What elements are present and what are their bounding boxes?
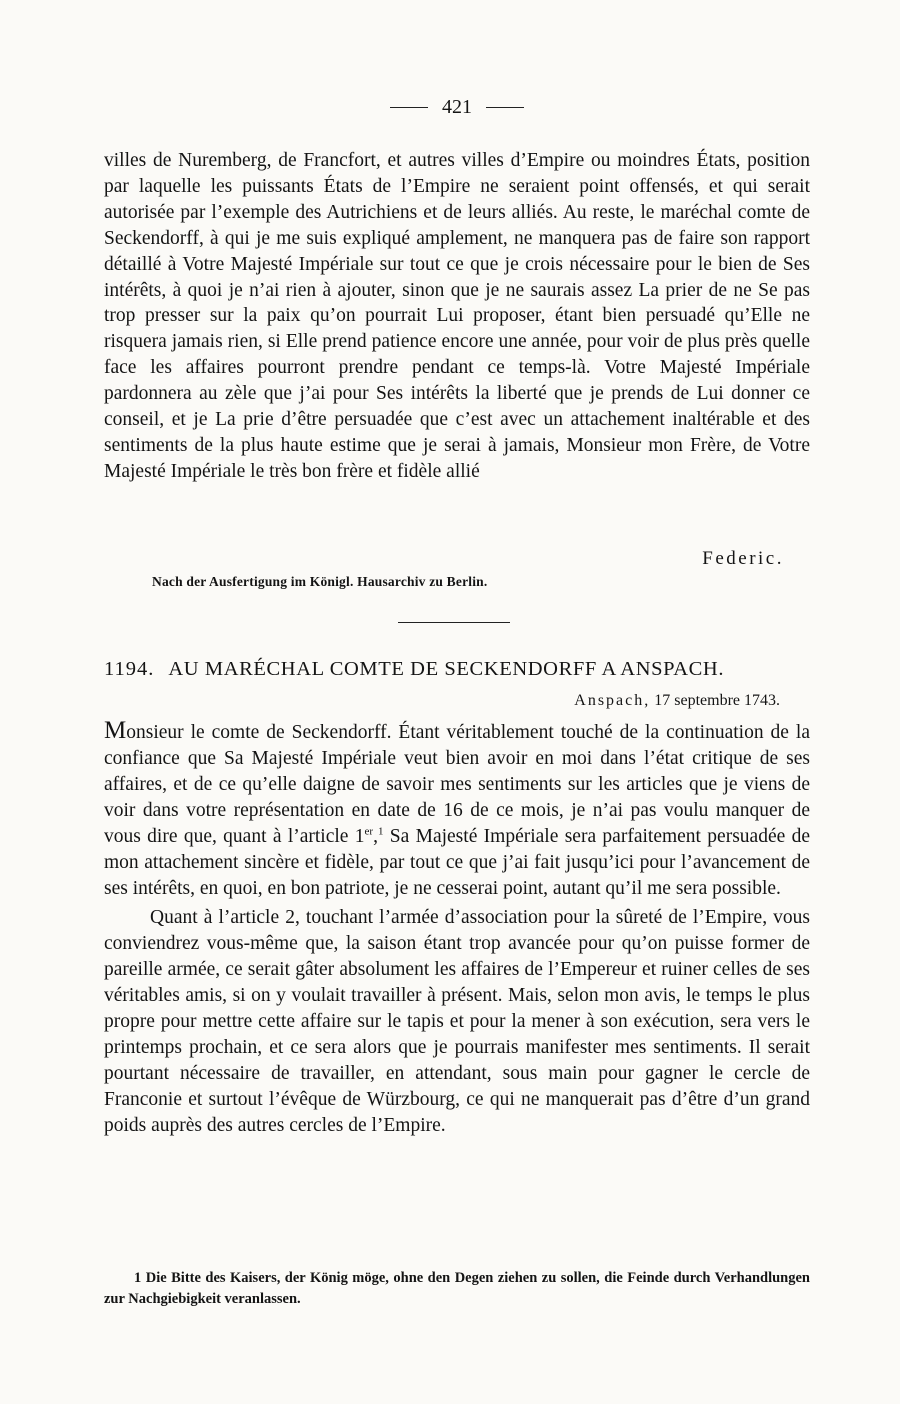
paragraph-1-part-a: onsieur le comte de Seckendorff. Étant véritablement touché de la continuation de la confiance que Sa Majesté Impériale veut bien avoir en moi dans l’état critique de ses affaires, et de ce qu’elle daigne de savoir mes sentiments sur les articles que je viens de voir dans votre représentation en date de 16 de ce mois, je n’ai pas voulu manquer de vous dire que, quant à l’article 1 [104,722,810,847]
continuation-text-block [104,148,810,485]
ordinal-superscript: er [364,825,374,838]
footnote-marker: 1 [134,1270,142,1286]
footnote [104,1268,810,1310]
section-divider [398,622,510,623]
letter-paragraph-2: Quant à l’article 2, touchant l’armée d’association pour la sûreté de l’Empire, vous conviendrez vous-même que, la saison étant trop avancée pour qu’on puisse former de pareille armée, ce serait gâter absolument les affaires de l’Empereur et ruiner celles de ses véritables amis, si on y voulait travailler à présent. Mais, selon mon avis, le temps le plus propre pour mettre cette affaire sur le tapis et pour la mener à son exécution, sera vers le printemps prochain, et ce sera alors que je pourrais manifester mes sentiments. Il serait pourtant nécessaire de travailler, en attendant, sous main pour gagner le cercle de Franconie et surtout l’évêque de Würzbourg, ce qui ne manquerait pas d’être d’un grand poids auprès des autres cercles de l’Empire. [104,907,810,1136]
dateline-date: 17 septembre 1743. [654,692,780,709]
document-title: AU MARÉCHAL COMTE DE SECKENDORFF A ANSPACH. [168,658,725,680]
header-dash-left [390,107,428,108]
header-dash-right [486,107,524,108]
paragraph-1-comma: , [373,826,378,847]
source-note: Nach der Ausfertigung im Königl. Hausarchiv zu Berlin. [152,574,488,589]
dateline-place: Anspach, [574,692,651,709]
document-heading [104,658,810,681]
continuation-paragraph: villes de Nuremberg, de Francfort, et autres villes d’Empire ou moindres États, position par laquelle les puissants États de l’Empire ne seraient point offensés, et qui serait autorisée par l’exemple des Autrichiens et de leurs alliés. Au reste, le maréchal comte de Seckendorff, à qui je me suis expliqué amplement, ne manquera pas de faire son rapport détaillé à Votre Majesté Impériale sur tout ce que je crois nécessaire pour le bien de Ses intérêts, à quoi je n’ai rien à ajouter, sinon que je ne saurais assez La prier de ne Se pas trop presser sur la paix qu’on pourrait Lui proposer, étant bien persuadé qu’Elle ne risquera jamais rien, si Elle prend patience encore une année, pour voir de plus près quelle face les affaires pourront prendre pendant ce temps-là. Votre Majesté Impériale pardonnera au zèle que j’ai pour Ses intérêts la liberté que je prends de Lui donner ce conseil, et je La prie d’être persuadée que c’est avec un attachement inaltérable et des sentiments de la plus haute estime que je serai à jamais, Monsieur mon Frère, de Votre Majesté Impériale le très bon frère et fidèle allié [104,150,810,482]
paragraph-1-part-b: Sa Majesté Impériale sera parfaitement persuadée de mon attachement sincère et fidèle, par tout ce que j’ai fait jusqu’ici pour l’avancement de ses intérêts, en quoi, en bon patriote, je ne cesserai point, autant qu’il me sera possible. [104,826,810,899]
document-number: 1194. [104,658,155,680]
page-header [104,96,810,119]
letter-paragraph-1 [104,718,810,902]
footnote-text: Die Bitte des Kaisers, der König möge, ohne den Degen ziehen zu sollen, die Feinde durch Verhandlungen zur Nachgiebigkeit veranlassen. [104,1270,810,1307]
signature: Federic. [702,548,784,569]
letter-body [104,718,810,1139]
page-number: 421 [442,96,472,118]
footnote-reference: 1 [377,825,384,838]
dateline [574,692,780,710]
salutation-initial: M [104,717,127,744]
